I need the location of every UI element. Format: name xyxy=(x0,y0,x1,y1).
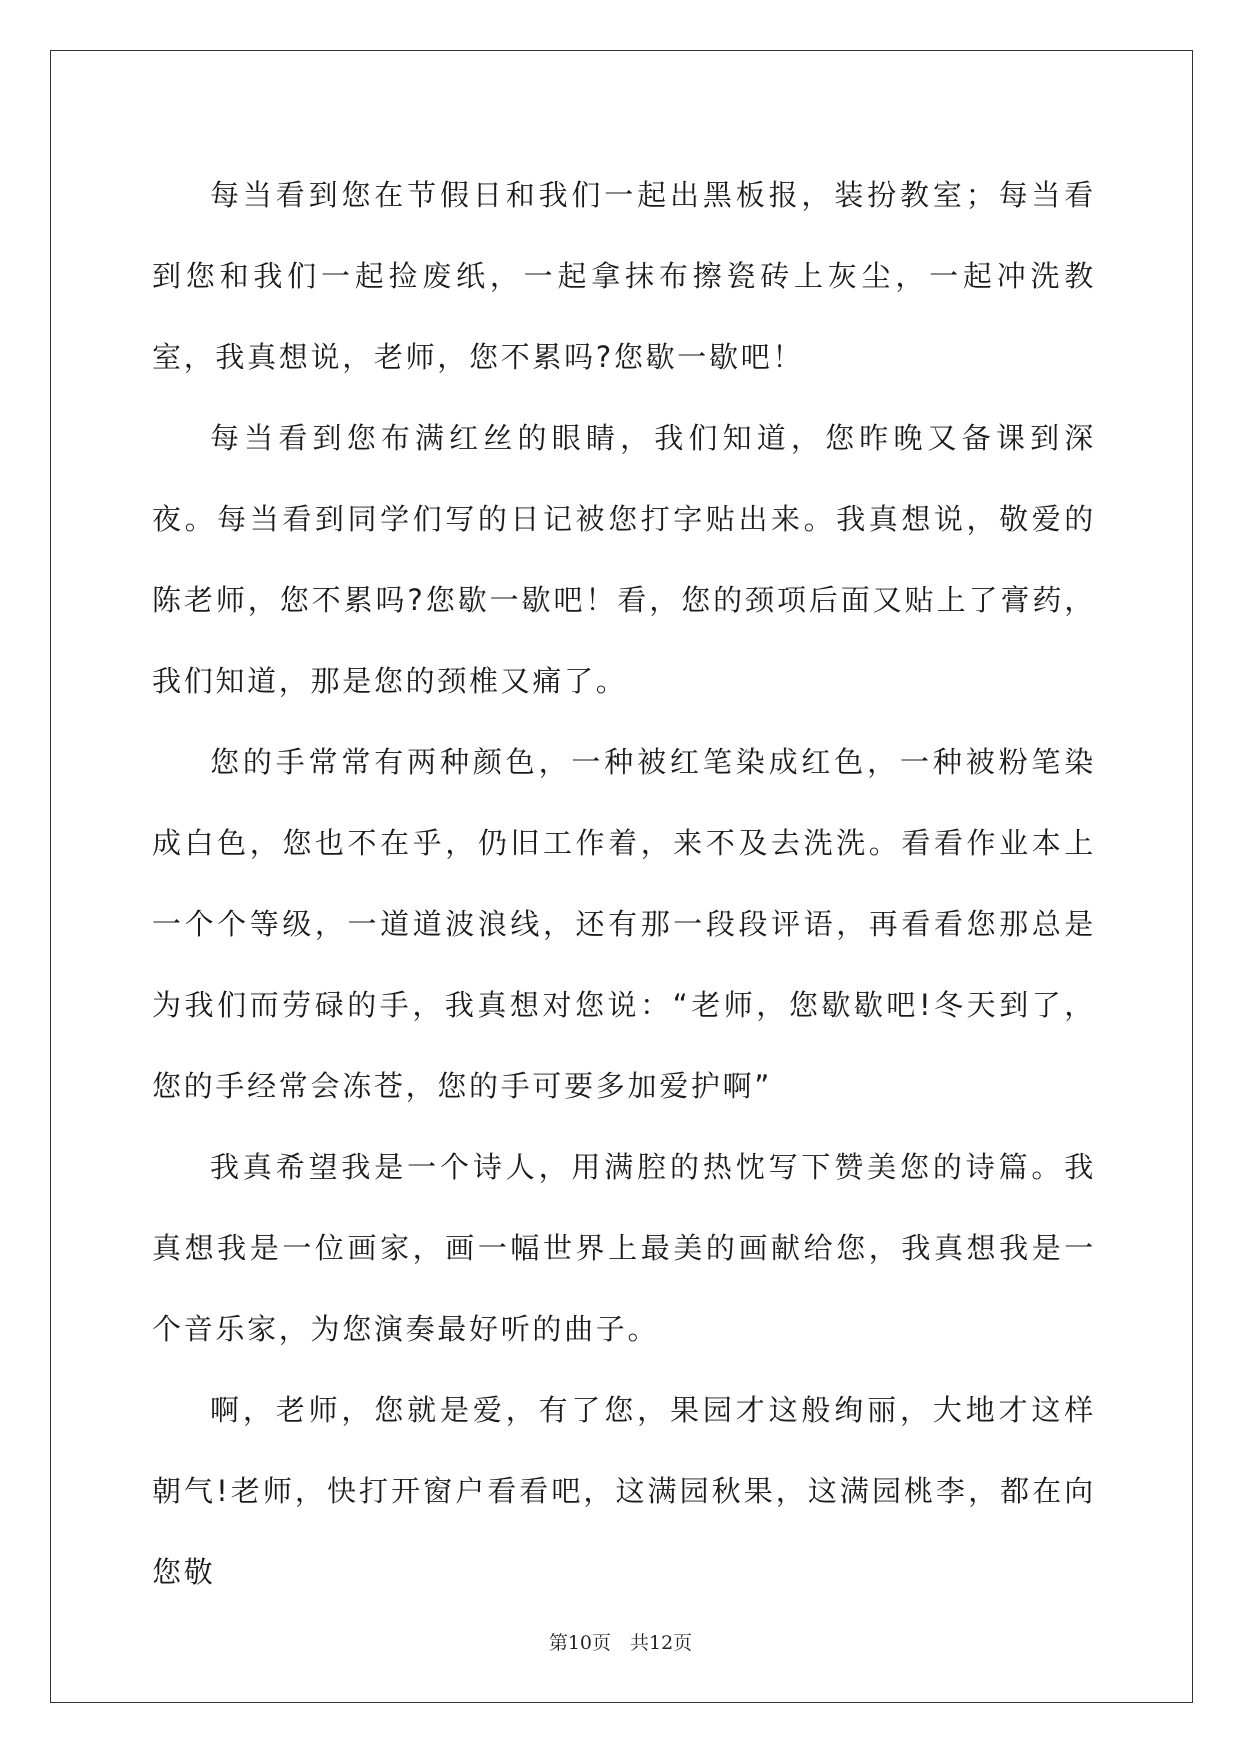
page-number-label: 第10页 共12页 xyxy=(548,1632,693,1654)
paragraph-4: 我真希望我是一个诗人，用满腔的热忱写下赞美您的诗篇。我真想我是一位画家，画一幅世界上最美的画献给您，我真想我是一个音乐家，为您演奏最好听的曲子。 xyxy=(152,1150,1096,1346)
document-body xyxy=(152,155,1096,1613)
paragraph-3: 您的手常常有两种颜色，一种被红笔染成红色，一种被粉笔染成白色，您也不在乎，仍旧工作着，来不及去洗洗。看看作业本上一个个等级，一道道波浪线，还有那一段段评语，再看看您那总是为我们而劳碌的手，我真想对您说：“老师，您歇歇吧!冬天到了，您的手经常会冻苍，您的手可要多加爱护啊” xyxy=(152,745,1096,1103)
page-footer xyxy=(0,1628,1241,1655)
paragraph-1: 每当看到您在节假日和我们一起出黑板报，装扮教室；每当看到您和我们一起捡废纸，一起拿抹布擦瓷砖上灰尘，一起冲洗教室，我真想说，老师，您不累吗?您歇一歇吧！ xyxy=(152,178,1096,374)
paragraph-2: 每当看到您布满红丝的眼睛，我们知道，您昨晚又备课到深夜。每当看到同学们写的日记被您打字贴出来。我真想说，敬爱的陈老师，您不累吗?您歇一歇吧！看，您的颈项后面又贴上了膏药，我们知道，那是您的颈椎又痛了。 xyxy=(152,421,1096,698)
paragraph-5: 啊，老师，您就是爱，有了您，果园才这般绚丽，大地才这样朝气!老师，快打开窗户看看吧，这满园秋果，这满园桃李，都在向您敬 xyxy=(152,1393,1096,1589)
